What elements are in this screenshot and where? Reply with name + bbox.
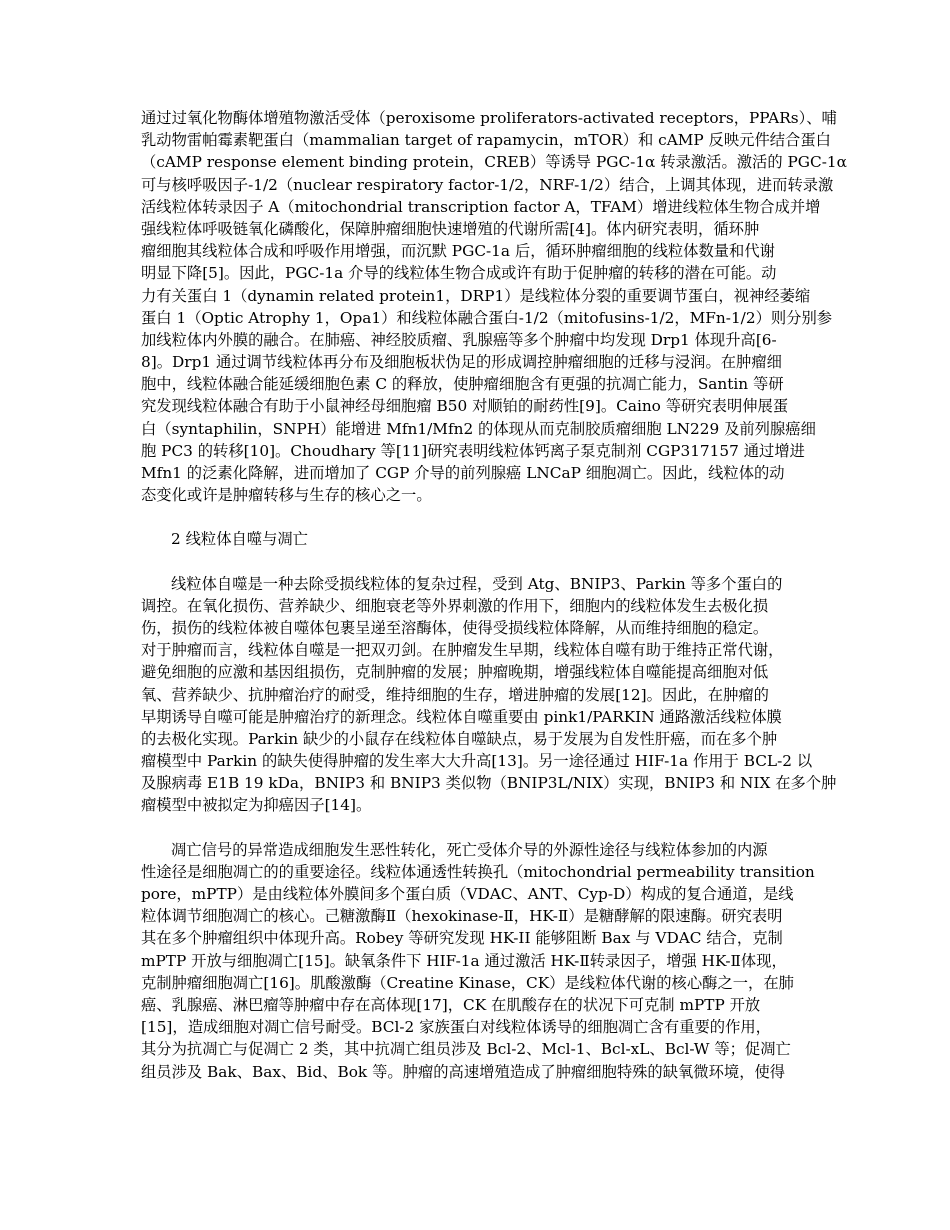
text-line: mPTP 开放与细胞凋亡[15]。缺氧条件下 HIF-1a 通过激活 HK-Ⅱ转录因子，增强 HK-Ⅱ体现， xyxy=(141,951,787,970)
paragraph-apoptosis xyxy=(141,839,816,1083)
paragraph-gap xyxy=(141,506,816,528)
text-line: 瘤细胞其线粒体合成和呼吸作用增强，而沉默 PGC-1a 后，循环肿瘤细胞的线粒体数量和代谢 xyxy=(141,242,775,261)
text-line: 伤，损伤的线粒体被自噬体包裹呈递至溶酶体，使得受损线粒体降解，从而维持细胞的稳定。 xyxy=(141,618,769,637)
text-line: 调控。在氧化损伤、营养缺少、细胞衰老等外界刺激的作用下，细胞内的线粒体发生去极化损 xyxy=(141,596,769,615)
text-line: 组员涉及 Bak、Bax、Bid、Bok 等。肿瘤的高速增殖造成了肿瘤细胞特殊的缺氧微环境，使得 xyxy=(141,1062,786,1081)
text-line: 其在多个肿瘤组织中体现升高。Robey 等研究发现 HK-II 能够阻断 Bax 与 VDAC 结合，克制 xyxy=(141,929,783,948)
text-line: （cAMP response element binding protein，CREB）等诱导 PGC-1α 转录激活。激活的 PGC-1α xyxy=(141,153,847,172)
text-line: 性途径是细胞凋亡的的重要途径。线粒体通透性转换孔（mitochondrial permeability transition xyxy=(141,862,815,881)
text-line: pore，mPTP）是由线粒体外膜间多个蛋白质（VDAC、ANT、Cyp-D）构成的复合通道，是线 xyxy=(141,885,794,903)
paragraph-gap xyxy=(141,551,816,573)
text-line: 胞 PC3 的转移[10]。Choudhary 等[11]研究表明线粒体钙离子泵克制剂 CGP317157 通过增进 xyxy=(141,441,805,460)
text-line: 白（syntaphilin，SNPH）能增进 Mfn1/Mfn2 的体现从而克制胶质瘤细胞 LN229 及前列腺癌细 xyxy=(141,419,816,438)
text-line: 8]。Drp1 通过调节线粒体再分布及细胞板状伪足的形成调控肿瘤细胞的迁移与浸润。在肿瘤细 xyxy=(141,353,782,372)
text-line: 胞中，线粒体融合能延缓细胞色素 C 的释放，使肿瘤细胞含有更强的抗凋亡能力，Santin 等研 xyxy=(141,375,784,394)
text-line: 癌、乳腺癌、淋巴瘤等肿瘤中存在高体现[17]，CK 在肌酸存在的状况下可克制 mPTP 开放 xyxy=(141,995,761,1014)
paragraph-gap xyxy=(141,817,816,839)
text-line: 乳动物雷帕霉素靶蛋白（mammalian target of rapamycin，mTOR）和 cAMP 反映元件结合蛋白 xyxy=(141,131,831,150)
text-line: 蛋白 1（Optic Atrophy 1，Opa1）和线粒体融合蛋白-1/2（mitofusins-1/2，MFn-1/2）则分别参 xyxy=(141,308,833,327)
text-line: 线粒体自噬是一种去除受损线粒体的复杂过程，受到 Atg、BNIP3、Parkin 等多个蛋白的 xyxy=(171,574,783,593)
text-line: 避免细胞的应激和基因组损伤，克制肿瘤的发展；肿瘤晚期，增强线粒体自噬能提高细胞对低 xyxy=(141,663,769,682)
text-line: 力有关蛋白 1（dynamin related protein1，DRP1）是线粒体分裂的重要调节蛋白，视神经萎缩 xyxy=(141,286,811,305)
text-line: 凋亡信号的异常造成细胞发生恶性转化，死亡受体介导的外源性途径与线粒体参加的内源 xyxy=(171,840,768,859)
text-line: 可与核呼吸因子-1/2（nuclear respiratory factor-1/2，NRF-1/2）结合，上调其体现，进而转录激 xyxy=(141,175,834,194)
text-line: 瘤模型中被拟定为抑癌因子[14]。 xyxy=(141,796,372,815)
text-line: 对于肿瘤而言，线粒体自噬是一把双刃剑。在肿瘤发生早期，线粒体自噬有助于维持正常代谢， xyxy=(141,641,784,660)
text-line: 活线粒体转录因子 A（mitochondrial transcription factor A，TFAM）增进线粒体生物合成并增 xyxy=(141,197,821,216)
text-line: 氧、营养缺少、抗肿瘤治疗的耐受，维持细胞的生存，增进肿瘤的发展[12]。因此，在肿瘤的 xyxy=(141,685,769,704)
text-line: 早期诱导自噬可能是肿瘤治疗的新理念。线粒体自噬重要由 pink1/PARKIN 通路激活线粒体膜 xyxy=(141,707,782,726)
document-body xyxy=(141,107,847,1083)
text-line: 态变化或许是肿瘤转移与生存的核心之一。 xyxy=(141,486,432,505)
text-line: 其分为抗凋亡与促凋亡 2 类，其中抗凋亡组员涉及 Bcl-2、Mcl-1、Bcl-xL、Bcl-W 等；促凋亡 xyxy=(141,1040,791,1059)
text-line: 加线粒体内外膜的融合。在肺癌、神经胶质瘤、乳腺癌等多个肿瘤中均发现 Drp1 体现升高[6- xyxy=(141,330,777,349)
text-line: Mfn1 的泛素化降解，进而增加了 CGP 介导的前列腺癌 LNCaP 细胞凋亡。因此，线粒体的动 xyxy=(141,464,785,482)
text-line: 明显下降[5]。因此，PGC-1a 介导的线粒体生物合成或许有助于促肿瘤的转移的潜在可能。动 xyxy=(141,264,777,283)
text-line: 通过过氧化物酶体增殖物激活受体（peroxisome proliferators-activated receptors，PPARs）、哺 xyxy=(141,109,837,127)
text-line: 究发现线粒体融合有助于小鼠神经母细胞瘤 B50 对顺铂的耐药性[9]。Caino 等研究表明伸展蛋 xyxy=(141,397,789,416)
text-line: 及腺病毒 E1B 19 kDa，BNIP3 和 BNIP3 类似物（BNIP3L/NIX）实现，BNIP3 和 NIX 在多个肿 xyxy=(141,774,837,793)
section-heading-mitophagy-apoptosis: 2 线粒体自噬与凋亡 xyxy=(171,530,308,549)
text-line: 瘤模型中 Parkin 的缺失使得肿瘤的发生率大大升高[13]。另一途径通过 HIF-1a 作用于 BCL-2 以 xyxy=(141,752,813,771)
paragraph-mitophagy xyxy=(141,573,837,817)
paragraph-mitochondrial-dynamics xyxy=(141,107,847,506)
text-line: 粒体调节细胞凋亡的核心。己糖激酶Ⅱ（hexokinase-Ⅱ，HK-Ⅱ）是糖酵解的限速酶。研究表明 xyxy=(141,907,783,926)
text-line: 的去极化实现。Parkin 缺少的小鼠存在线粒体自噬缺点，易于发展为自发性肝癌，而在多个肿 xyxy=(141,729,778,748)
text-line: 强线粒体呼吸链氧化磷酸化，保障肿瘤细胞快速增殖的代谢所需[4]。体内研究表明，循环肿 xyxy=(141,219,760,238)
text-line: [15]，造成细胞对凋亡信号耐受。BCl-2 家族蛋白对线粒体诱导的细胞凋亡含有重要的作用， xyxy=(141,1018,771,1037)
text-line: 克制肿瘤细胞凋亡[16]。肌酸激酶（Creatine Kinase，CK）是线粒体代谢的核心酶之一，在肺 xyxy=(141,973,794,992)
